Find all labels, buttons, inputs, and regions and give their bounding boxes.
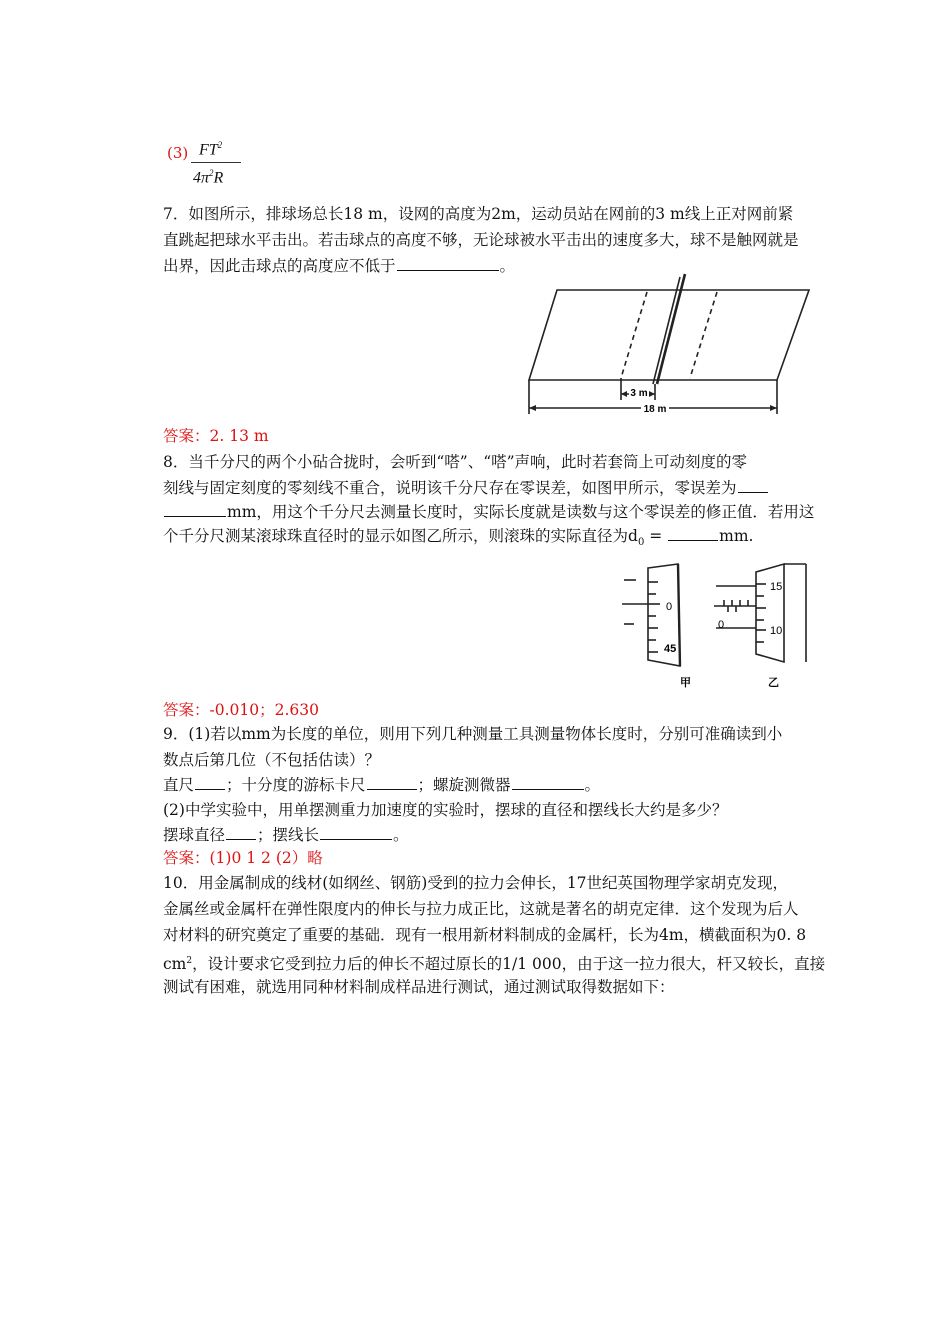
answer-blank: [668, 524, 718, 541]
denominator-text-b: R: [213, 169, 224, 187]
q9-line-2: 数点后第几位（不包括估读）？: [163, 751, 381, 769]
label-18m: 18 m: [643, 404, 667, 415]
formula-denominator: [193, 168, 223, 187]
denominator-text-a: 4π: [193, 169, 210, 187]
answer-blank: [397, 254, 499, 271]
q8-line-4-eq: =: [644, 527, 668, 545]
q10-line-2: 金属丝或金属杆在弹性限度内的伸长与拉力成正比，这就是著名的胡克定律．这个发现为后人: [163, 900, 799, 918]
q9-line-5-end: 。: [393, 826, 409, 844]
q10-line-3: 对材料的研究奠定了重要的基础．现有一根用新材料制成的金属杆，长为4m，横截面积为0. 8: [163, 926, 807, 944]
yi-label-0: 0: [718, 619, 725, 631]
q8-line-2-text: 刻线与固定刻度的零刻线不重合，说明该千分尺存在零误差，如图甲所示，零误差为: [163, 479, 737, 497]
answer-blank: [320, 823, 392, 840]
q9-line-4: (2)中学实验中，用单摆测重力加速度的实验时，摆球的直径和摆线长大约是多少？: [163, 801, 728, 819]
q8-line-2: [163, 476, 769, 500]
formula-numerator: [199, 140, 222, 159]
q10-line-1: 10．用金属制成的线材(如纲丝、钢筋)受到的拉力会伸长，17世纪英国物理学家胡克发现，: [163, 874, 789, 892]
label-3m: 3 m: [630, 388, 648, 399]
q9-line-5: [163, 823, 409, 847]
q7-line-3: [163, 254, 515, 278]
numerator-exponent: 2: [217, 140, 223, 150]
net-edge: [653, 277, 680, 384]
answer-blank: [226, 823, 256, 840]
jia-label-0: 0: [666, 601, 673, 613]
answer-blank: [164, 500, 226, 517]
q7-line-1: 7．如图所示，排球场总长18 m，设网的高度为2m，运动员站在网前的3 m线上正对网前紧: [163, 205, 794, 223]
yi-label-15: 15: [770, 581, 783, 593]
q9-text-caliper: ；十分度的游标卡尺: [226, 776, 366, 794]
jia-figure-label: 甲: [680, 677, 691, 689]
q10-line-4-text: ，设计要求它受到拉力后的伸长不超过原长的1/1 000，由于这一拉力很大，杆又较长，直接: [192, 955, 826, 974]
jia-label-45: 45: [664, 643, 677, 655]
q8-line-4-text: 个千分尺测某滚球珠直径时的显示如图乙所示，则滚珠的实际直径为d: [163, 527, 638, 545]
q7-answer: 答案：2. 13 m: [163, 427, 269, 445]
q9-text-length: ；摆线长: [257, 826, 320, 844]
attack-line-right: [690, 292, 717, 378]
q9-line-3: [163, 773, 600, 797]
numerator-text: FT: [199, 141, 218, 159]
q7-line-3-text: 出界，因此击球点的高度应不低于: [163, 257, 396, 275]
answer-blank: [195, 773, 225, 790]
attack-line-left: [621, 292, 647, 378]
q10-unit-cm: cm: [163, 955, 187, 974]
fraction-bar: [191, 162, 241, 163]
q8-line-3-text: mm，用这个千分尺去测量长度时，实际长度就是读数与这个零误差的修正值．若用这: [227, 503, 815, 521]
q8-answer: 答案：-0.010；2.630: [163, 701, 319, 719]
yi-figure-label: 乙: [768, 677, 779, 689]
micrometer-figures: [620, 562, 810, 692]
q10-unit-exp: 2: [186, 956, 193, 966]
q8-line-4-unit: mm.: [719, 527, 754, 545]
q8-line-4: [163, 524, 753, 555]
yi-label-10: 10: [770, 625, 783, 637]
q8-line-3: [163, 500, 814, 524]
q9-line-1: 9．(1)若以mm为长度的单位，则用下列几种测量工具测量物体长度时，分别可准确读到小: [163, 725, 783, 743]
answer-blank: [738, 476, 768, 493]
answer-blank: [512, 773, 584, 790]
denominator-exponent: 2: [209, 168, 214, 178]
q8-line-1: 8．当千分尺的两个小砧合拢时，会听到“嗒”、“嗒”声响，此时若套筒上可动刻度的零: [163, 453, 748, 471]
q7-line-3-end: 。: [499, 257, 516, 275]
q9-text-ruler: 直尺: [163, 776, 195, 794]
answer-index: (3): [167, 144, 189, 162]
answer-blank: [367, 773, 417, 790]
q9-line-3-end: 。: [584, 776, 601, 794]
d0-subscript: 0: [637, 537, 645, 549]
q9-text-micrometer: ；螺旋测微器: [417, 776, 511, 794]
q9-text-diameter: 摆球直径: [163, 826, 226, 844]
q10-line-5: 测试有困难，就选用同种材料制成样品进行测试，通过测试取得数据如下：: [163, 978, 675, 996]
q10-line-4: [163, 949, 825, 976]
q7-line-2: 直跳起把球水平击出。若击球点的高度不够，无论球被水平击出的速度多大，球不是触网就是: [163, 231, 799, 249]
micrometer-yi: [714, 564, 806, 662]
q9-answer: 答案：(1)0 1 2 (2）略: [163, 849, 323, 867]
volleyball-court-figure: [525, 272, 815, 418]
